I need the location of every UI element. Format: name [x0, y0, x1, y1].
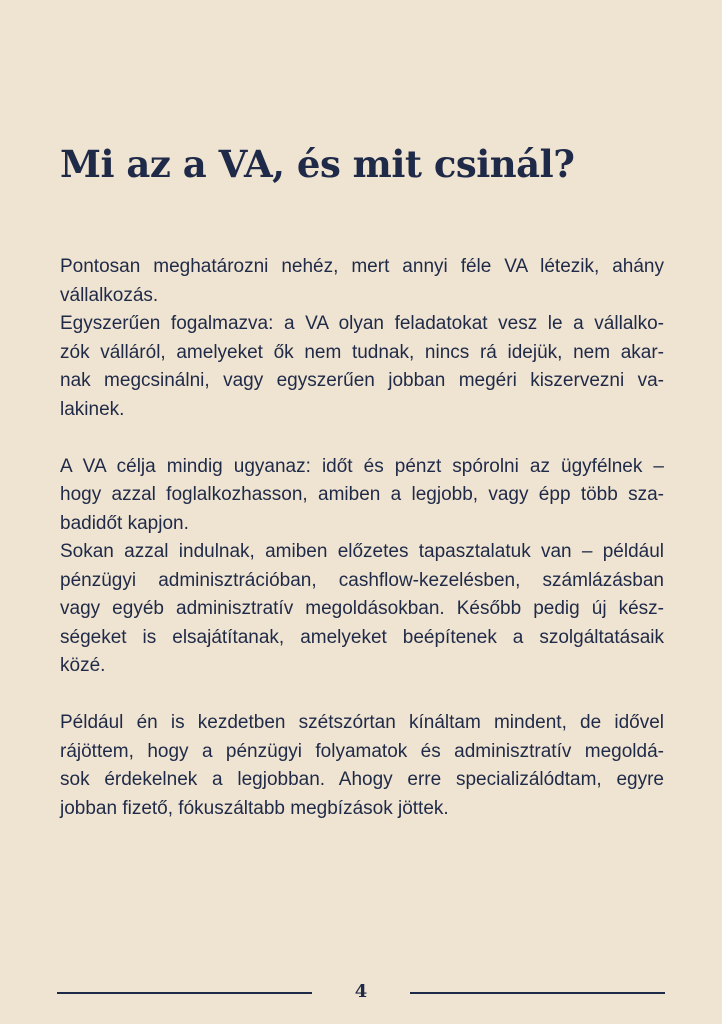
- paragraph-2-line-6: vagy egyéb adminisztratív megoldásokban. Később pedig új kész-: [60, 598, 664, 619]
- paragraph-3-line-2: rájöttem, hogy a pénzügyi folyamatok és adminisztratív megoldá-: [60, 740, 664, 762]
- paragraph-1-line-4: zók válláról, amelyeket ők nem tudnak, nincs rá idejük, nem akar-: [60, 341, 664, 363]
- paragraph-1-line-2: vállalkozás.: [60, 284, 159, 306]
- page-title: Mi az a VA, és mit csinál?: [60, 142, 575, 186]
- footer-rule-left: [57, 992, 312, 994]
- paragraph-1-line-5: nak megcsinálni, vagy egyszerűen jobban megéri kiszervezni va-: [60, 370, 664, 391]
- paragraph-2-line-3: badidőt kapjon.: [60, 512, 189, 534]
- page-number: 4: [354, 981, 368, 1002]
- paragraph-3-line-1: Például én is kezdetben szétszórtan kínáltam mindent, de idővel: [60, 712, 664, 733]
- paragraph-1-line-1: Pontosan meghatározni nehéz, mert annyi féle VA létezik, ahány: [60, 256, 664, 277]
- paragraph-2-line-1: A VA célja mindig ugyanaz: időt és pénzt spórolni az ügyfélnek –: [60, 455, 664, 477]
- body-text: [60, 253, 664, 823]
- paragraph-1-line-6: lakinek.: [60, 398, 125, 420]
- paragraph-2-line-4: Sokan azzal indulnak, amiben előzetes tapasztalatuk van – például: [60, 541, 664, 562]
- paragraph-2-line-8: közé.: [60, 655, 106, 676]
- paragraph-spacer: [60, 424, 664, 453]
- footer-rule-right: [410, 992, 665, 994]
- paragraph-1-line-3: Egyszerűen fogalmazva: a VA olyan feladatokat vesz le a vállalko-: [60, 313, 664, 334]
- paragraph-2-line-7: ségeket is elsajátítanak, amelyeket beépítenek a szolgáltatásaik: [60, 626, 664, 648]
- paragraph-3-line-3: sok érdekelnek a legjobban. Ahogy erre specializálódtam, egyre: [60, 769, 664, 790]
- paragraph-spacer: [60, 681, 664, 710]
- paragraph-2-line-2: hogy azzal foglalkozhasson, amiben a legjobb, vagy épp több sza-: [60, 484, 664, 505]
- paragraph-3-line-4: jobban fizető, fókuszáltabb megbízások jöttek.: [60, 797, 449, 819]
- paragraph-2-line-5: pénzügyi adminisztrációban, cashflow-kezelésben, számlázásban: [60, 569, 664, 591]
